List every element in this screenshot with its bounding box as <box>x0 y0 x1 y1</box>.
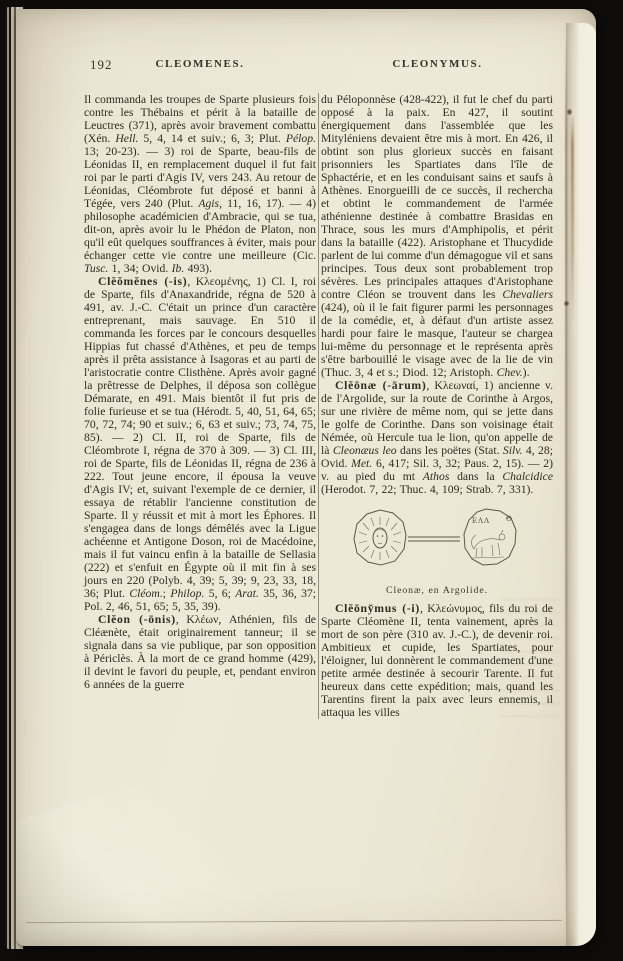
figure-caption: Cleonæ, en Argolide. <box>386 585 488 596</box>
lion-coin-icon <box>464 509 516 565</box>
radiate-head-coin-icon <box>354 510 406 565</box>
column-divider <box>318 93 319 719</box>
paragraph: Clĕŏmĕnes (-is), Κλεομένης, 1) Cl. I, roi de Sparte, fils d'Anaxandride, régna de 520 à 491, av. J.-C. C'était un prince d'un caractère entreprenant, mais sauvage. En 510 il commanda les forces par le concours desquelles Hippias fut chassé d'Athènes, et peu de temps après il prêta assistance à Isagoras et au parti de l'aristocratie contre Clisthène. Après avoir gagné la prêtresse de Delphes, il déposa son collègue Démarate, en 491. Mais bientôt il fut pris de folie furieuse et se tua (Hérodt. 5, 40, 51, 64, 65; 70, 72, 74; 90 et suiv.; 6, 63 et suiv.; 73, 74, 75, 85). — 2) Cl. II, roi de Sparte, fils de Cléombrote I, régna de 370 à 309. — 3) Cl. III, roi de Sparte, fils de Léonidas II, régna de 236 à 222. Tout jeune encore, il épousa la veuve d'Agis IV; et, suivant l'exemple de ce dernier, il essaya de rétablir l'ancienne constitution de Sparte. Il y réussit et mit à mort les Éphores. Il s'engagea dans de longs démêlés avec la Ligue achéenne et Antigone Doson, roi de Macédoine, mais il fut vaincu enfin à la bataille de Sellasia (222) et s'enfuit en Égypte où il mit fin à ses jours en 220 (Polyb. 4, 39; 5, 39; 9, 23, 33, 18, 36; Plut. Cléom.; Philop. 5, 6; Arat. 35, 36, 37; Pol. 2, 46, 51, 65; 5, 35, 39). <box>84 275 317 613</box>
stain-dot <box>567 109 572 115</box>
running-head-right: CLEONYMUS. <box>392 58 483 70</box>
coin-legend: ΕΛΛ <box>471 517 491 525</box>
book-page <box>16 9 596 946</box>
paragraph: Il commanda les troupes de Sparte plusieurs fois contre les Thébains et périt à la bataille de Leuctres (371), après avoir bravement combattu (Xén. Hell. 5, 4, 14 et suiv.; 6, 3; Plut. Pélop. 13; 20-23). — 3) roi de Sparte, beau-fils de Léonidas II, en remplacement duquel il fut fait roi par le parti d'Agis IV, vers 243. Au retour de Léonidas, Cléombrote fut déposé et banni à Tégée, vers 240 (Plut. Agis, 11, 16, 17). — 4) philosophe académicien d'Ambracie, qui se tua, dit-on, après avoir lu le Phédon de Platon, non qu'il eût quelques souffrances à éviter, mais pour échanger cette vie contre une meilleure (Cic. Tusc. 1, 34; Ovid. Ib. 493). <box>84 93 317 275</box>
column-right-lower <box>321 602 553 719</box>
page-fold-line <box>26 920 562 925</box>
stain-dot <box>564 301 569 306</box>
coin-mark: Θ <box>506 515 513 523</box>
page-crease <box>565 25 567 942</box>
column-left <box>84 93 316 719</box>
paragraph: Clĕōnæ (-ārum), Κλεωναί, 1) ancienne v. de l'Argolide, sur la route de Corinthe à Argos, sur une rivière de même nom, qui se jette dans le golfe de Corinthe. Dans son voisinage était Némée, où Hercule tua le lion, qu'on appelle de là Cleonæus leo dans les poëtes (Stat. Silv. 4, 28; Ovid. Met. 6, 417; Sil. 3, 32; Paus. 2, 15). — 2) v. au pied du mt Athos dans la Chalcidice (Herodot. 7, 22; Thuc. 4, 109; Strab. 7, 331). <box>321 379 554 496</box>
running-header <box>84 57 554 75</box>
coin-engraving <box>348 505 526 579</box>
paragraph: du Péloponnèse (428-422), il fut le chef du parti opposé à la paix. En 427, il soutint énergiquement dans l'assemblée que les Mityléniens devaient être mis à mort. En 426, il obtint son plus glorieux succès en faisant prisonniers les Spartiates dans l'île de Sphactérie, et en les conduisant sains et saufs à Athènes. Enorgueilli de ce succès, il rechercha et obtint le commandement de l'armée athénienne destinée à combattre Brasidas en Thrace, sous les murs d'Amphipolis, et périt dans la bataille (422). Aristophane et Thucydide parlent de lui comme d'un démagogue vil et sans principes. Tous deux sont probablement trop sévères. Les principales attaques d'Aristophane contre Cléon se trouvent dans les Chevaliers (424), où il le fait figurer parmi les personnages de la comédie, et, à défaut d'un artiste assez hardi pour faire le masque, l'auteur se chargea lui-même du personnage et le représenta après s'être barbouillé le visage avec de la lie de vin (Thuc. 3, 4 et s.; Diod. 12; Aristoph. Chev.). <box>321 93 553 379</box>
coin-figure <box>321 505 553 597</box>
corner-shadow <box>16 735 357 946</box>
printed-content <box>84 57 554 719</box>
two-column-text <box>84 93 554 719</box>
column-right <box>321 93 553 719</box>
column-right-upper <box>321 93 553 496</box>
page-number: 192 <box>90 57 113 72</box>
paragraph: Clĕon (-ōnis), Κλέων, Athénien, fils de Cléænète, était originairement tanneur; il se signala dans sa vie publique, par son opposition à Périclès. À la mort de ce grand homme (429), il devint le favori du peuple, et, pendant environ 6 années de la guerre <box>84 613 316 691</box>
running-head-left: CLEOMENES. <box>155 58 245 70</box>
coin-bar <box>408 537 460 541</box>
paragraph: Clĕōny̆mus (-i), Κλεώνυμος, fils du roi de Sparte Cléomène II, tenta vainement, après la mort de son père (310 av. J.-C.), de devenir roi. Ambitieux et cupide, les Spartiates, pour l'éloigner, lui donnèrent le commandement d'une petite armée destinée à secourir Tarente. Il fut heureux dans cette expédition; mais, quand les Tarentins firent la paix avec leurs ennemis, il attaqua les villes <box>321 602 553 719</box>
stain-smudge <box>571 114 574 319</box>
